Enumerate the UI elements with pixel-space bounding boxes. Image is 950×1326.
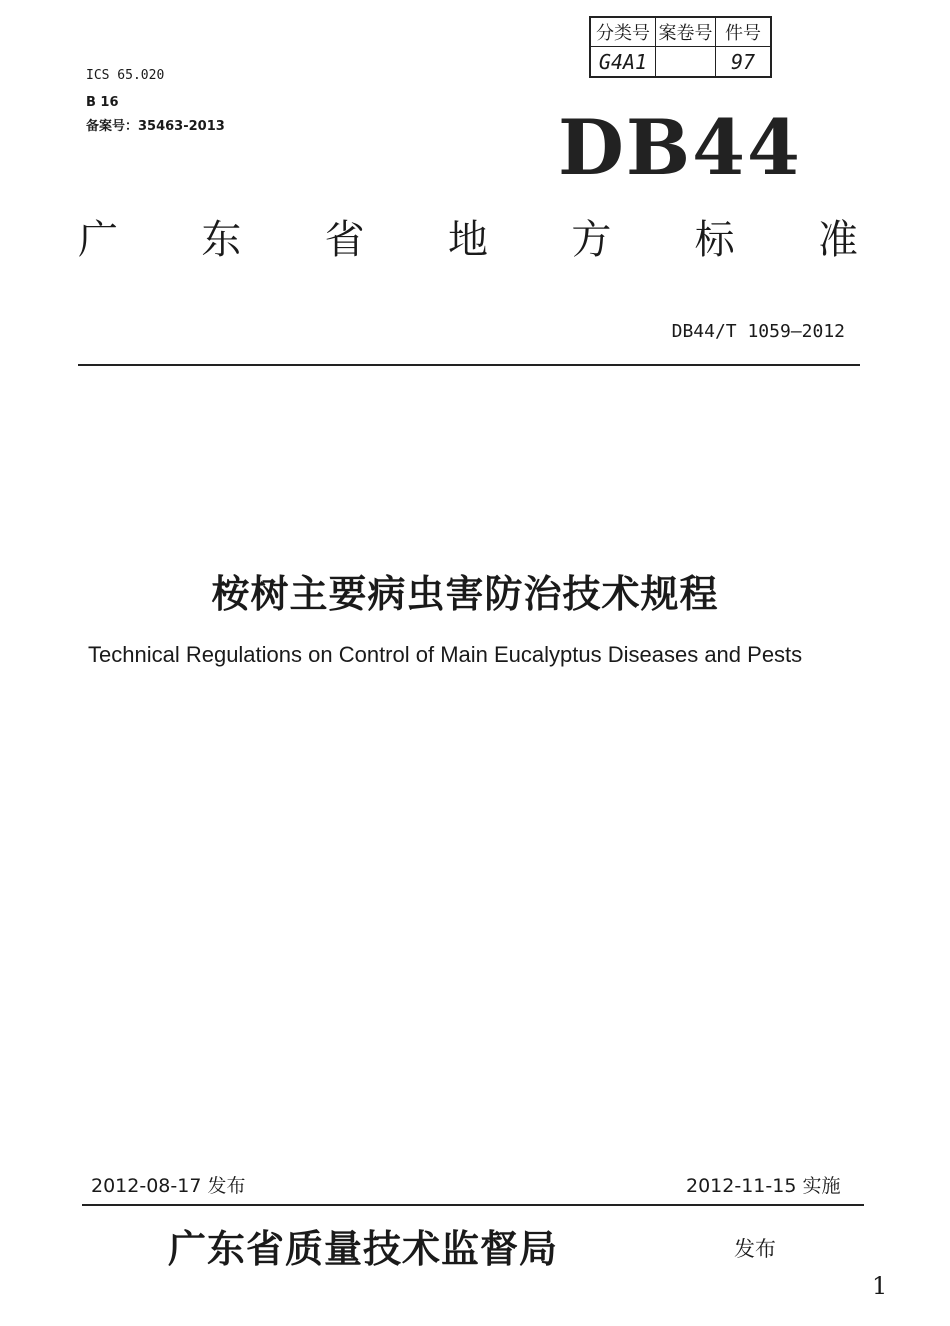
standard-type-title (78, 216, 858, 264)
ics-code: ICS 65.020 (86, 68, 165, 83)
archive-header-file: 案卷号 (656, 18, 716, 47)
bottom-divider (82, 1204, 864, 1206)
record-number: 备案号：35463-2013 (86, 119, 225, 134)
page-number: 1 (872, 1272, 888, 1300)
document-title-cn: 桉树主要病虫害防治技术规程 (211, 572, 719, 616)
standard-type-char: 准 (817, 217, 858, 263)
implementation-date: 2012-11-15 实施 (686, 1175, 841, 1197)
archive-value-category: G4A1 (591, 47, 656, 76)
publisher-name: 广东省质量技术监督局 (168, 1226, 559, 1271)
archive-value-file (656, 47, 716, 76)
archive-box (589, 16, 772, 78)
standard-type-char: 地 (447, 217, 488, 263)
standard-type-char: 标 (694, 217, 735, 263)
archive-header-item: 件号 (716, 18, 770, 47)
standard-type-char: 广 (78, 217, 118, 263)
category-code: B 16 (86, 95, 119, 110)
standard-type-char: 方 (571, 217, 612, 263)
standard-type-char: 省 (324, 217, 365, 263)
standard-number: DB44/T 1059—2012 (671, 321, 845, 342)
publish-label: 发布 (734, 1237, 776, 1261)
archive-value-item: 97 (730, 49, 756, 74)
db44-logo: DB44 (558, 103, 802, 192)
document-title-en: Technical Regulations on Control of Main Eucalyptus Diseases and Pests (88, 642, 803, 667)
archive-header-category: 分类号 (591, 18, 656, 47)
standard-type-char: 东 (201, 217, 242, 263)
issue-date: 2012-08-17 发布 (91, 1175, 246, 1197)
top-divider (78, 364, 860, 366)
